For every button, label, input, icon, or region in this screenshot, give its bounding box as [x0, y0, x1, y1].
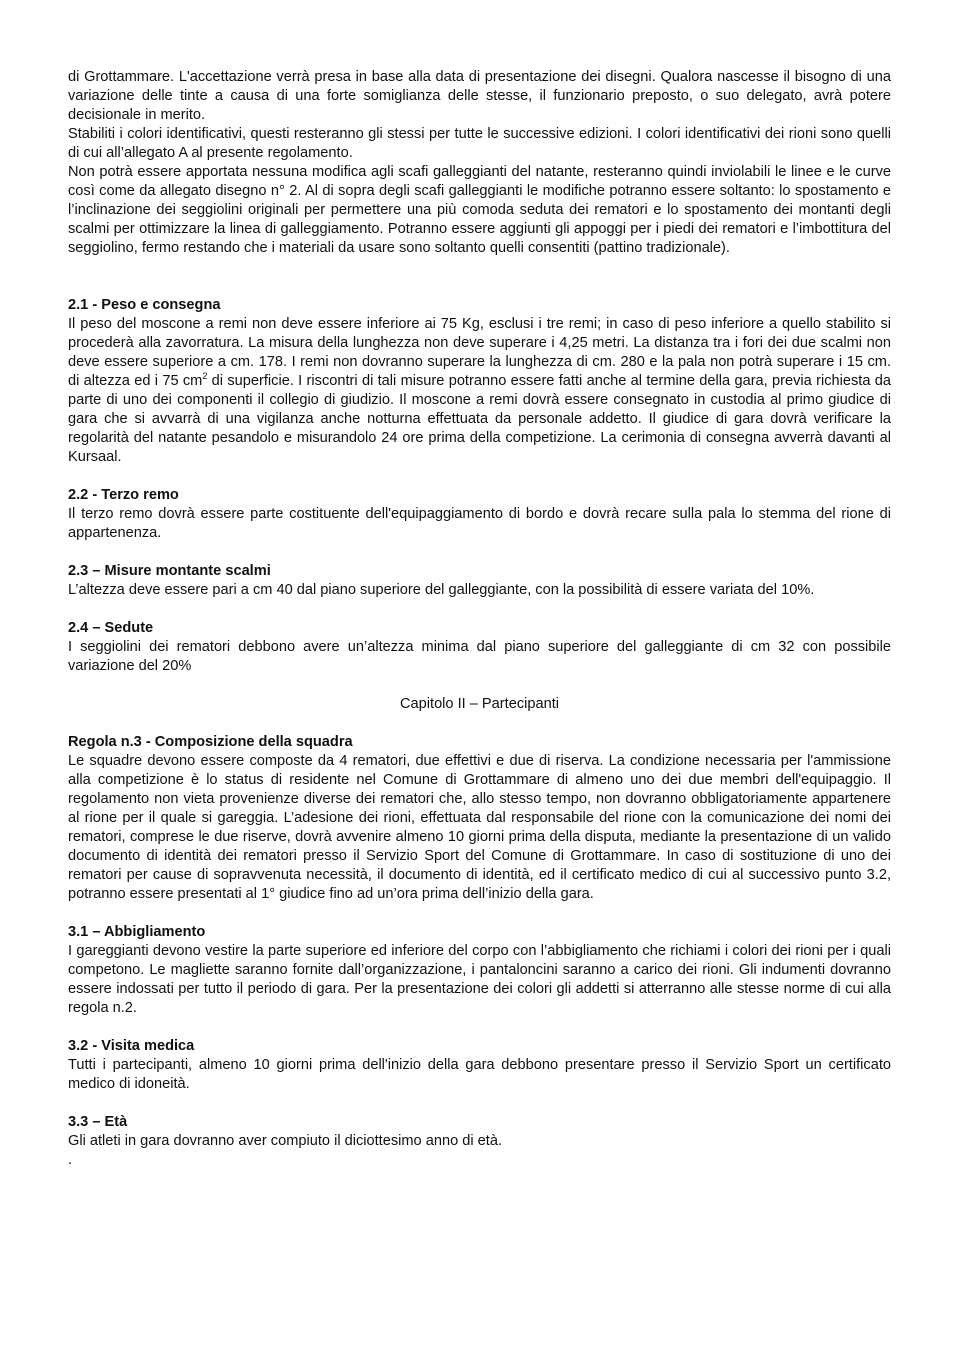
section-3-2	[68, 1037, 891, 1094]
spacer	[68, 1018, 891, 1037]
section-heading: 3.3 – Età	[68, 1114, 128, 1130]
section-body: Il terzo remo dovrà essere parte costituente dell'equipaggiamento di bordo e dovrà recare sulla pala lo stemma del rione di appartenenza.	[68, 506, 891, 541]
trailing-dot: .	[68, 1152, 73, 1168]
section-2-3	[68, 562, 891, 600]
section-body: Gli atleti in gara dovranno aver compiuto il diciottesimo anno di età.	[68, 1133, 502, 1149]
spacer	[68, 600, 891, 619]
section-body: I gareggianti devono vestire la parte superiore ed inferiore del corpo con l’abbigliamento che richiami i colori dei rioni per i quali competono. Le magliette saranno fornite dall’organizzazione, i pantaloncini saranno a carico dei rioni. Gli indumenti dovranno essere indossati per tutto il periodo di gara. Per la presentazione dei colori gli addetti si atterranno alle stesse norme di cui alla regola n.2.	[68, 943, 891, 1016]
section-heading: Regola n.3 - Composizione della squadra	[68, 734, 353, 750]
section-body: Le squadre devono essere composte da 4 rematori, due effettivi e due di riserva. La condizione necessaria per l'ammissione alla competizione è lo status di residente nel Comune di Grottammare di almeno uno dei due membri dell'equipaggio. Il regolamento non vieta provenienze diverse dei rematori che, allo stesso tempo, non dovranno obbligatoriamente appartenere al rione per il quale si gareggia. L’adesione dei rioni, effettuata dal responsabile del rione con la comunicazione dei nomi dei rematori, comprese le due riserve, dovrà avvenire almeno 10 giorni prima della disputa, mediante la presentazione di un valido documento di identità dei rematori presso il Servizio Sport del Comune di Grottammare. In caso di sostituzione di uno dei rematori per cause di sopravvenuta necessità, il documento di identità, ed il certificato medico di cui al successivo punto 3.2, potranno essere presentati al 1° giudice fino ad un’ora prima dell’inizio della gara.	[68, 753, 891, 902]
section-heading: 2.4 – Sedute	[68, 620, 154, 636]
section-3-3	[68, 1113, 891, 1170]
spacer	[68, 1094, 891, 1113]
spacer	[68, 904, 891, 923]
section-heading: 2.1 - Peso e consegna	[68, 297, 221, 313]
spacer	[68, 714, 891, 733]
section-body: Tutti i partecipanti, almeno 10 giorni prima dell'inizio della gara debbono presentare presso il Servizio Sport un certificato medico di idoneità.	[68, 1057, 891, 1092]
body-text: Il peso del moscone a remi non deve essere inferiore ai 75 Kg, esclusi i tre remi; in caso di peso inferiore a quello stabilito si procederà alla zavorratura. La misura della lunghezza non deve superare i 4,25 metri. La distanza tra i fori dei due scalmi non deve essere superiore a cm. 178. I remi non dovranno superare la lunghezza di cm. 280 e la pala non potrà superare i 15 cm. di altezza ed i 75 cm	[68, 316, 891, 389]
intro-paragraph-3: Non potrà essere apportata nessuna modifica agli scafi galleggianti del natante, resteranno quindi inviolabili le linee e le curve così come da allegato disegno n° 2. Al di sopra degli scafi galleggianti le modifiche potranno essere soltanto: lo spostamento e l’inclinazione dei seggiolini originali per permettere una più comoda seduta dei rematori e lo spostamento dei montanti degli scalmi per ottimizzare la linea di galleggiamento. Potranno essere aggiunti gli appoggi per i piedi dei rematori e l’imbottitura del seggiolino, fermo restando che i materiali da usare sono soltanto quelli consentiti (pattino tradizionale).	[68, 164, 891, 256]
document-page	[68, 68, 891, 1170]
section-2-4	[68, 619, 891, 676]
section-body: I seggiolini dei rematori debbono avere un’altezza minima dal piano superiore del galleggiante di cm 32 con possibile variazione del 20%	[68, 639, 891, 674]
section-3-1	[68, 923, 891, 1018]
section-2-1	[68, 296, 891, 467]
intro-paragraph-1: di Grottammare. L'accettazione verrà presa in base alla data di presentazione dei disegni. Qualora nascesse il bisogno di una variazione delle tinte a causa di una forte somiglianza delle stesse, il funzionario preposto, o suo delegato, avrà potere decisionale in merito.	[68, 69, 891, 123]
section-heading: 2.3 – Misure montante scalmi	[68, 563, 271, 579]
superscript: 2	[202, 371, 208, 381]
spacer	[68, 258, 891, 296]
section-heading: 3.1 – Abbigliamento	[68, 924, 206, 940]
section-body: L’altezza deve essere pari a cm 40 dal piano superiore del galleggiante, con la possibilità di essere variata del 10%.	[68, 582, 815, 598]
section-2-2	[68, 486, 891, 543]
section-heading: 3.2 - Visita medica	[68, 1038, 195, 1054]
chapter-title: Capitolo II – Partecipanti	[400, 696, 559, 712]
section-body	[68, 315, 891, 467]
section-heading: 2.2 - Terzo remo	[68, 487, 179, 503]
body-text: di superficie. I riscontri di tali misure potranno essere fatti anche al termine della gara, previa richiesta da parte di uno dei componenti il collegio di giudizio. Il moscone a remi dovrà essere consegnato in custodia al primo giudice di gara che si avvarrà di una vigilanza anche notturna effettuata da personale addetto. Il giudice di gara dovrà verificare la regolarità del natante pesandolo e misurandolo 24 ore prima della competizione. La cerimonia di consegna avverrà davanti al Kursaal.	[68, 373, 891, 465]
spacer	[68, 543, 891, 562]
rule-3	[68, 733, 891, 904]
spacer	[68, 676, 891, 695]
spacer	[68, 467, 891, 486]
intro-paragraph-2: Stabiliti i colori identificativi, questi resteranno gli stessi per tutte le successive edizioni. I colori identificativi dei rioni sono quelli di cui all’allegato A al presente regolamento.	[68, 126, 891, 161]
